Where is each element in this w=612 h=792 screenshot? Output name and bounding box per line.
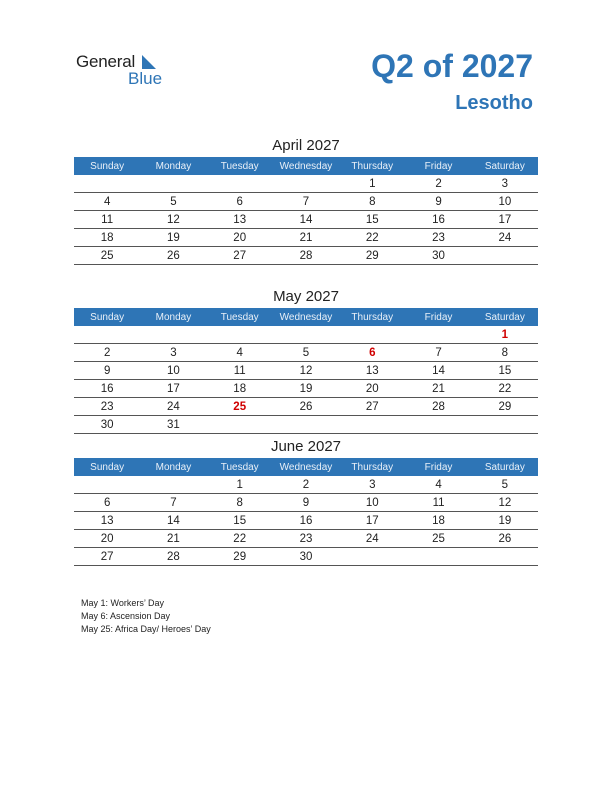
day-cell: 19 xyxy=(273,380,339,398)
day-cell: 24 xyxy=(140,398,206,416)
weekday-header: Wednesday xyxy=(273,458,339,476)
day-cell xyxy=(207,326,273,344)
weekday-header: Monday xyxy=(140,458,206,476)
day-cell: 30 xyxy=(405,247,471,265)
day-cell: 12 xyxy=(273,362,339,380)
weekday-header: Monday xyxy=(140,308,206,326)
day-cell: 6 xyxy=(207,193,273,211)
holiday-notes xyxy=(81,597,211,636)
month-table xyxy=(74,458,538,566)
weekday-header: Saturday xyxy=(472,458,538,476)
week-row xyxy=(74,548,538,566)
day-cell: 23 xyxy=(405,229,471,247)
day-cell xyxy=(140,476,206,494)
day-cell: 11 xyxy=(74,211,140,229)
day-cell: 19 xyxy=(472,512,538,530)
day-cell: 18 xyxy=(74,229,140,247)
day-cell: 14 xyxy=(140,512,206,530)
weekday-header: Sunday xyxy=(74,458,140,476)
day-cell: 16 xyxy=(405,211,471,229)
day-cell xyxy=(74,326,140,344)
week-row xyxy=(74,512,538,530)
day-cell: 10 xyxy=(472,193,538,211)
day-cell: 27 xyxy=(207,247,273,265)
day-cell: 26 xyxy=(273,398,339,416)
day-cell: 12 xyxy=(140,211,206,229)
day-cell: 7 xyxy=(273,193,339,211)
day-cell: 10 xyxy=(140,362,206,380)
day-cell: 17 xyxy=(339,512,405,530)
day-cell: 5 xyxy=(273,344,339,362)
week-row xyxy=(74,380,538,398)
day-cell: 10 xyxy=(339,494,405,512)
weekday-header: Wednesday xyxy=(273,308,339,326)
day-cell: 29 xyxy=(207,548,273,566)
day-cell xyxy=(207,175,273,193)
day-cell xyxy=(472,548,538,566)
day-cell xyxy=(74,476,140,494)
day-cell xyxy=(472,247,538,265)
day-cell: 8 xyxy=(339,193,405,211)
weekday-header: Friday xyxy=(405,157,471,175)
day-cell: 12 xyxy=(472,494,538,512)
day-cell: 21 xyxy=(405,380,471,398)
day-cell: 24 xyxy=(472,229,538,247)
logo-blue-text: Blue xyxy=(128,69,163,88)
day-cell: 14 xyxy=(273,211,339,229)
day-cell: 20 xyxy=(74,530,140,548)
day-cell: 3 xyxy=(339,476,405,494)
day-cell xyxy=(140,175,206,193)
day-cell: 19 xyxy=(140,229,206,247)
day-cell: 23 xyxy=(74,398,140,416)
week-row xyxy=(74,494,538,512)
day-cell: 6 xyxy=(339,344,405,362)
day-cell: 18 xyxy=(207,380,273,398)
month-title: May 2027 xyxy=(273,288,339,305)
weekday-header: Sunday xyxy=(74,157,140,175)
day-cell: 9 xyxy=(74,362,140,380)
day-cell: 18 xyxy=(405,512,471,530)
day-cell: 13 xyxy=(207,211,273,229)
day-cell: 3 xyxy=(472,175,538,193)
weekday-header: Friday xyxy=(405,458,471,476)
day-cell: 1 xyxy=(207,476,273,494)
day-cell: 8 xyxy=(472,344,538,362)
day-cell: 31 xyxy=(140,416,206,434)
day-cell: 15 xyxy=(339,211,405,229)
day-cell: 28 xyxy=(405,398,471,416)
day-cell: 30 xyxy=(273,548,339,566)
day-cell xyxy=(273,416,339,434)
day-cell: 1 xyxy=(339,175,405,193)
week-row xyxy=(74,476,538,494)
day-cell: 22 xyxy=(339,229,405,247)
day-cell: 4 xyxy=(405,476,471,494)
weekday-header: Thursday xyxy=(339,308,405,326)
week-row xyxy=(74,326,538,344)
day-cell xyxy=(74,175,140,193)
logo-triangle-icon xyxy=(142,55,156,69)
day-cell: 2 xyxy=(405,175,471,193)
holiday-note: May 25: Africa Day/ Heroes’ Day xyxy=(81,624,211,634)
day-cell: 11 xyxy=(405,494,471,512)
day-cell: 7 xyxy=(140,494,206,512)
day-cell: 8 xyxy=(207,494,273,512)
day-cell: 22 xyxy=(472,380,538,398)
month-table xyxy=(74,157,538,265)
logo-general-text: General xyxy=(76,52,136,71)
week-row xyxy=(74,175,538,193)
day-cell: 3 xyxy=(140,344,206,362)
day-cell: 15 xyxy=(472,362,538,380)
day-cell: 6 xyxy=(74,494,140,512)
weekday-header: Friday xyxy=(405,308,471,326)
day-cell: 23 xyxy=(273,530,339,548)
day-cell: 17 xyxy=(472,211,538,229)
day-cell: 20 xyxy=(339,380,405,398)
weekday-header: Saturday xyxy=(472,157,538,175)
month-calendar xyxy=(74,135,538,265)
day-cell: 7 xyxy=(405,344,471,362)
week-row xyxy=(74,362,538,380)
month-title: June 2027 xyxy=(270,438,342,455)
day-cell: 16 xyxy=(74,380,140,398)
day-cell: 13 xyxy=(339,362,405,380)
week-row xyxy=(74,398,538,416)
day-cell xyxy=(339,548,405,566)
day-cell: 26 xyxy=(140,247,206,265)
day-cell: 9 xyxy=(405,193,471,211)
day-cell xyxy=(405,416,471,434)
week-row xyxy=(74,247,538,265)
day-cell: 1 xyxy=(472,326,538,344)
page-title: Q2 of 2027 xyxy=(371,48,533,84)
day-cell: 29 xyxy=(339,247,405,265)
day-cell: 21 xyxy=(273,229,339,247)
day-cell xyxy=(140,326,206,344)
day-cell: 2 xyxy=(74,344,140,362)
day-cell xyxy=(273,326,339,344)
week-row xyxy=(74,344,538,362)
day-cell: 27 xyxy=(339,398,405,416)
day-cell: 20 xyxy=(207,229,273,247)
weekday-header: Wednesday xyxy=(273,157,339,175)
day-cell: 15 xyxy=(207,512,273,530)
weekday-header: Thursday xyxy=(339,157,405,175)
day-cell: 21 xyxy=(140,530,206,548)
day-cell: 26 xyxy=(472,530,538,548)
day-cell: 14 xyxy=(405,362,471,380)
weekday-header: Tuesday xyxy=(207,458,273,476)
day-cell xyxy=(405,326,471,344)
day-cell: 4 xyxy=(207,344,273,362)
day-cell: 9 xyxy=(273,494,339,512)
day-cell: 25 xyxy=(405,530,471,548)
week-row xyxy=(74,416,538,434)
weekday-header: Tuesday xyxy=(207,157,273,175)
holiday-note: May 6: Ascension Day xyxy=(81,611,171,621)
day-cell xyxy=(339,416,405,434)
week-row xyxy=(74,229,538,247)
day-cell: 25 xyxy=(74,247,140,265)
weekday-header: Saturday xyxy=(472,308,538,326)
day-cell xyxy=(207,416,273,434)
month-calendar xyxy=(74,286,538,434)
day-cell: 28 xyxy=(273,247,339,265)
day-cell: 29 xyxy=(472,398,538,416)
day-cell xyxy=(472,416,538,434)
day-cell xyxy=(405,548,471,566)
day-cell: 2 xyxy=(273,476,339,494)
weekday-header: Thursday xyxy=(339,458,405,476)
day-cell: 4 xyxy=(74,193,140,211)
day-cell: 16 xyxy=(273,512,339,530)
week-row xyxy=(74,193,538,211)
holiday-note: May 1: Workers’ Day xyxy=(81,598,165,608)
week-row xyxy=(74,530,538,548)
month-calendar xyxy=(74,436,538,566)
month-table xyxy=(74,308,538,434)
day-cell: 5 xyxy=(472,476,538,494)
day-cell: 24 xyxy=(339,530,405,548)
weekday-header: Monday xyxy=(140,157,206,175)
day-cell: 30 xyxy=(74,416,140,434)
day-cell: 28 xyxy=(140,548,206,566)
day-cell: 27 xyxy=(74,548,140,566)
day-cell: 22 xyxy=(207,530,273,548)
weekday-header: Sunday xyxy=(74,308,140,326)
day-cell: 5 xyxy=(140,193,206,211)
logo xyxy=(76,52,186,92)
day-cell: 17 xyxy=(140,380,206,398)
day-cell xyxy=(273,175,339,193)
month-title: April 2027 xyxy=(272,137,340,154)
day-cell: 13 xyxy=(74,512,140,530)
day-cell: 11 xyxy=(207,362,273,380)
day-cell xyxy=(339,326,405,344)
weekday-header: Tuesday xyxy=(207,308,273,326)
week-row xyxy=(74,211,538,229)
day-cell: 25 xyxy=(207,398,273,416)
country-subtitle: Lesotho xyxy=(455,92,533,114)
